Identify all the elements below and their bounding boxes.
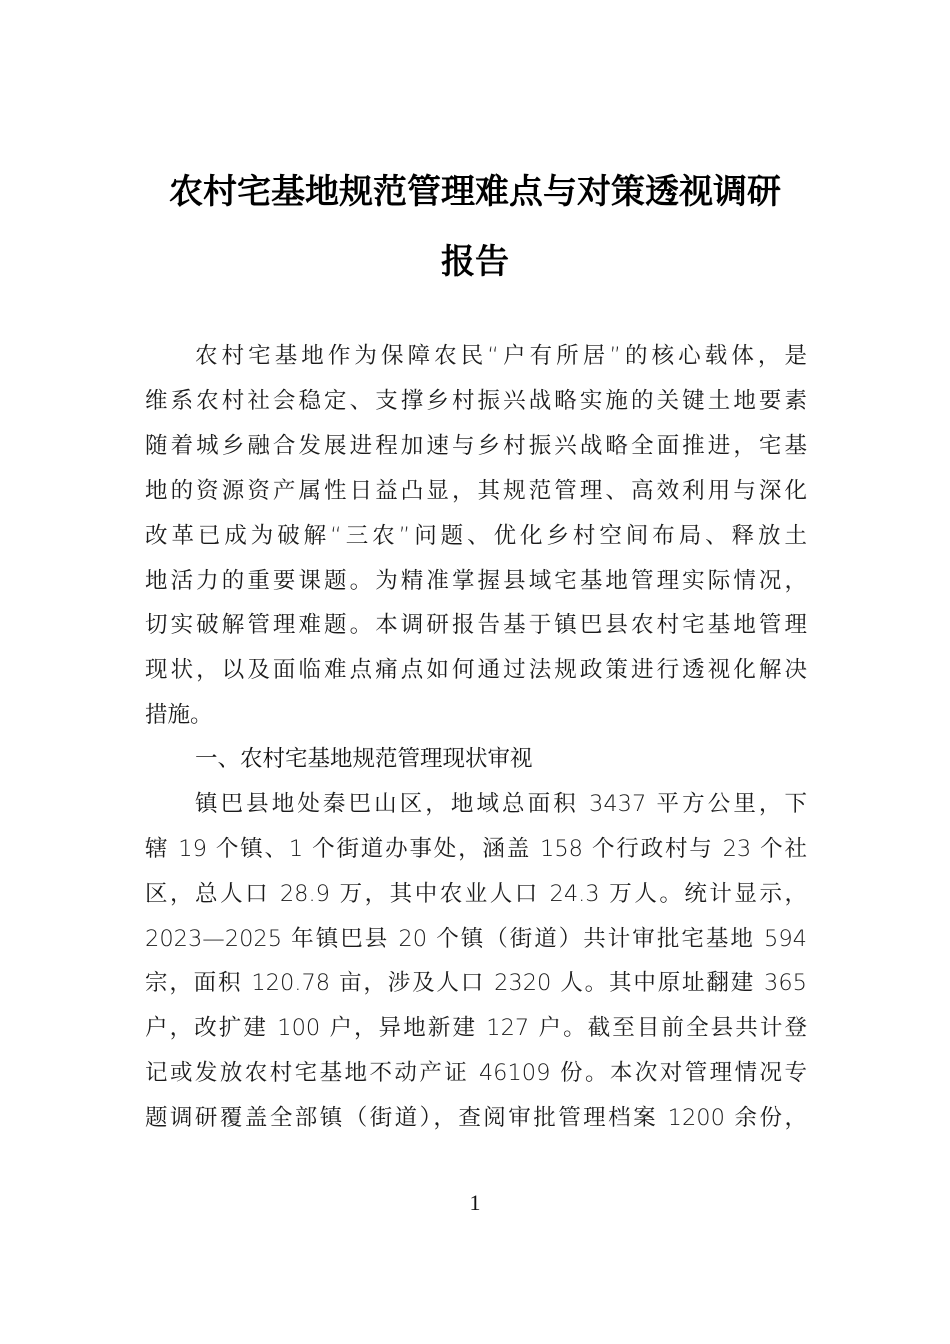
section-1-line-6: 户，改扩建 100 户，异地新建 127 户。截至目前全县共计登 [145, 1015, 807, 1041]
intro-line-9: 措施。 [145, 702, 213, 728]
intro-line-2: 维系农村社会稳定、支撑乡村振兴战略实施的关键土地要素 [145, 388, 807, 414]
section-1-line-8: 题调研覆盖全部镇（街道），查阅审批管理档案 1200 余份， [145, 1105, 807, 1131]
document-title-line-1: 农村宅基地规范管理难点与对策透视调研 [169, 172, 781, 212]
section-1-line-1: 镇巴县地处秦巴山区，地域总面积 3437 平方公里，下 [195, 791, 807, 817]
intro-line-8: 现状，以及面临难点痛点如何通过法规政策进行透视化解决 [145, 657, 807, 683]
intro-line-1: 农村宅基地作为保障农民“户有所居”的核心载体，是 [195, 343, 807, 369]
document-title-line-2: 报告 [441, 242, 509, 282]
intro-line-4: 地的资源资产属性日益凸显，其规范管理、高效利用与深化 [145, 478, 807, 504]
intro-line-5: 改革已成为破解“三农”问题、优化乡村空间布局、释放土 [145, 523, 807, 549]
intro-line-7: 切实破解管理难题。本调研报告基于镇巴县农村宅基地管理 [145, 612, 807, 638]
intro-line-6: 地活力的重要课题。为精准掌握县域宅基地管理实际情况， [145, 568, 807, 594]
intro-line-3: 随着城乡融合发展进程加速与乡村振兴战略全面推进，宅基 [145, 433, 807, 459]
section-1-line-5: 宗，面积 120.78 亩，涉及人口 2320 人。其中原址翻建 365 [145, 970, 807, 996]
page-number: 1 [469, 1190, 481, 1215]
section-1-line-2: 辖 19 个镇、1 个街道办事处，涵盖 158 个行政村与 23 个社 [145, 836, 807, 862]
section-1-heading: 一、农村宅基地规范管理现状审视 [195, 746, 533, 772]
section-1-line-4: 2023—2025 年镇巴县 20 个镇（街道）共计审批宅基地 594 [145, 926, 807, 952]
section-1-line-3: 区，总人口 28.9 万，其中农业人口 24.3 万人。统计显示， [145, 881, 807, 907]
section-1-line-7: 记或发放农村宅基地不动产证 46109 份。本次对管理情况专 [145, 1060, 807, 1086]
